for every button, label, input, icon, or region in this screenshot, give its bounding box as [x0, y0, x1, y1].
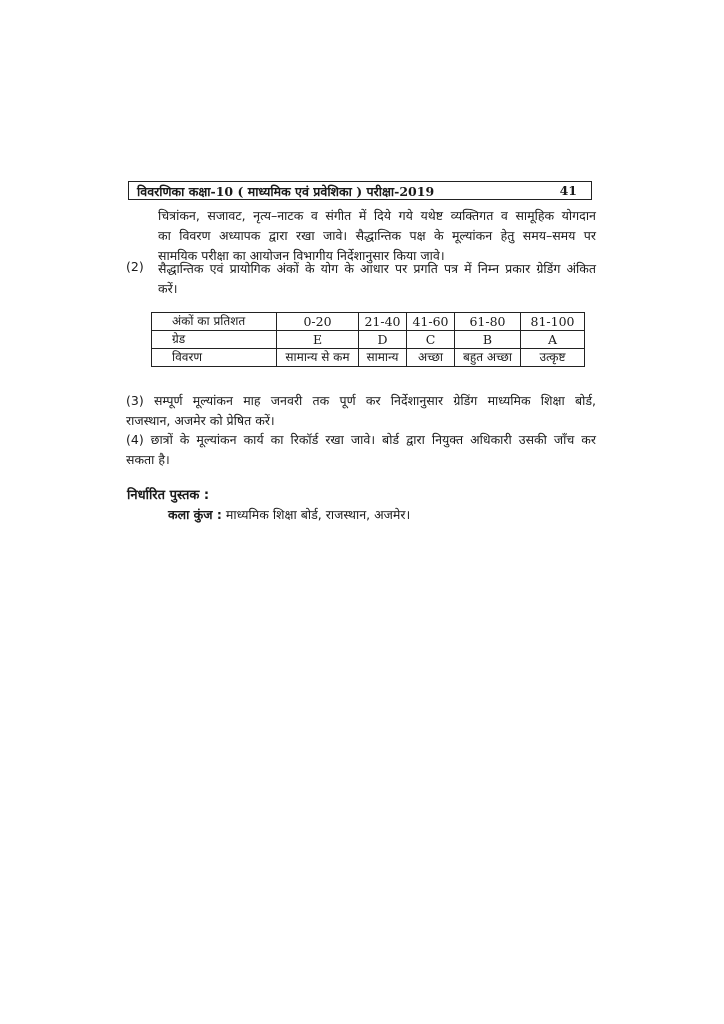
table-cell: C	[407, 331, 455, 349]
table-cell: 21-40	[359, 313, 407, 331]
paragraph-line: करें।	[158, 281, 178, 296]
table-cell: 0-20	[277, 313, 359, 331]
page-number: 41	[559, 183, 577, 198]
table-cell: उत्कृष्ट	[521, 349, 585, 367]
running-header	[128, 181, 592, 200]
paragraph-line: सैद्धान्तिक एवं प्रायोगिक अंकों के योग के आधार पर प्रगति पत्र में निम्न प्रकार ग्रेडिंग अंकित	[158, 261, 596, 276]
point-2-number: (2)	[126, 259, 144, 274]
point-2-paragraph	[158, 259, 596, 299]
paragraph-line: राजस्थान, अजमेर को प्रेषित करें।	[126, 413, 275, 428]
table-cell: 61-80	[455, 313, 521, 331]
point-4-paragraph	[126, 430, 596, 470]
table-row-label: अंकों का प्रतिशत	[152, 313, 277, 331]
table-cell: D	[359, 331, 407, 349]
table-cell: सामान्य	[359, 349, 407, 367]
table-cell: 81-100	[521, 313, 585, 331]
continuation-paragraph	[158, 206, 596, 266]
table-row	[152, 349, 585, 367]
paragraph-line: सामयिक परीक्षा का आयोजन विभागीय निर्देशानुसार किया जावे।	[158, 248, 445, 263]
table-cell: 41-60	[407, 313, 455, 331]
prescribed-book-line	[168, 506, 410, 523]
paragraph-line: चित्रांकन, सजावट, नृत्य–नाटक व संगीत में दिये गये यथेष्ट व्यक्तिगत व सामूहिक योगदान	[158, 208, 596, 223]
book-name: कला कुंज :	[168, 507, 222, 522]
table-cell: सामान्य से कम	[277, 349, 359, 367]
grading-table	[151, 312, 585, 367]
table-row-label: विवरण	[152, 349, 277, 367]
table-cell: E	[277, 331, 359, 349]
table-cell: अच्छा	[407, 349, 455, 367]
paragraph-line: (4) छात्रों के मूल्यांकन कार्य का रिकॉर्ड रखा जावे। बोर्ड द्वारा नियुक्त अधिकारी उसकी जाँच कर	[126, 432, 596, 447]
book-publisher: माध्यमिक शिक्षा बोर्ड, राजस्थान, अजमेर।	[221, 507, 411, 522]
paragraph-line: (3) सम्पूर्ण मूल्यांकन माह जनवरी तक पूर्ण कर निर्देशानुसार ग्रेडिंग माध्यमिक शिक्षा बोर्ड,	[126, 393, 596, 408]
table-row	[152, 313, 585, 331]
prescribed-book-heading: निर्धारित पुस्तक :	[127, 488, 210, 503]
paragraph-line: सकता है।	[126, 452, 170, 467]
table-row-label: ग्रेड	[152, 331, 277, 349]
table-cell: बहुत अच्छा	[455, 349, 521, 367]
table-cell: B	[455, 331, 521, 349]
paragraph-line: का विवरण अध्यापक द्वारा रखा जावे। सैद्धान्तिक पक्ष के मूल्यांकन हेतु समय–समय पर	[158, 228, 596, 243]
point-3-paragraph	[126, 391, 596, 431]
header-title: विवरणिका कक्षा-10 ( माध्यमिक एवं प्रवेशिका ) परीक्षा-2019	[137, 184, 435, 199]
table-row	[152, 331, 585, 349]
table-cell: A	[521, 331, 585, 349]
